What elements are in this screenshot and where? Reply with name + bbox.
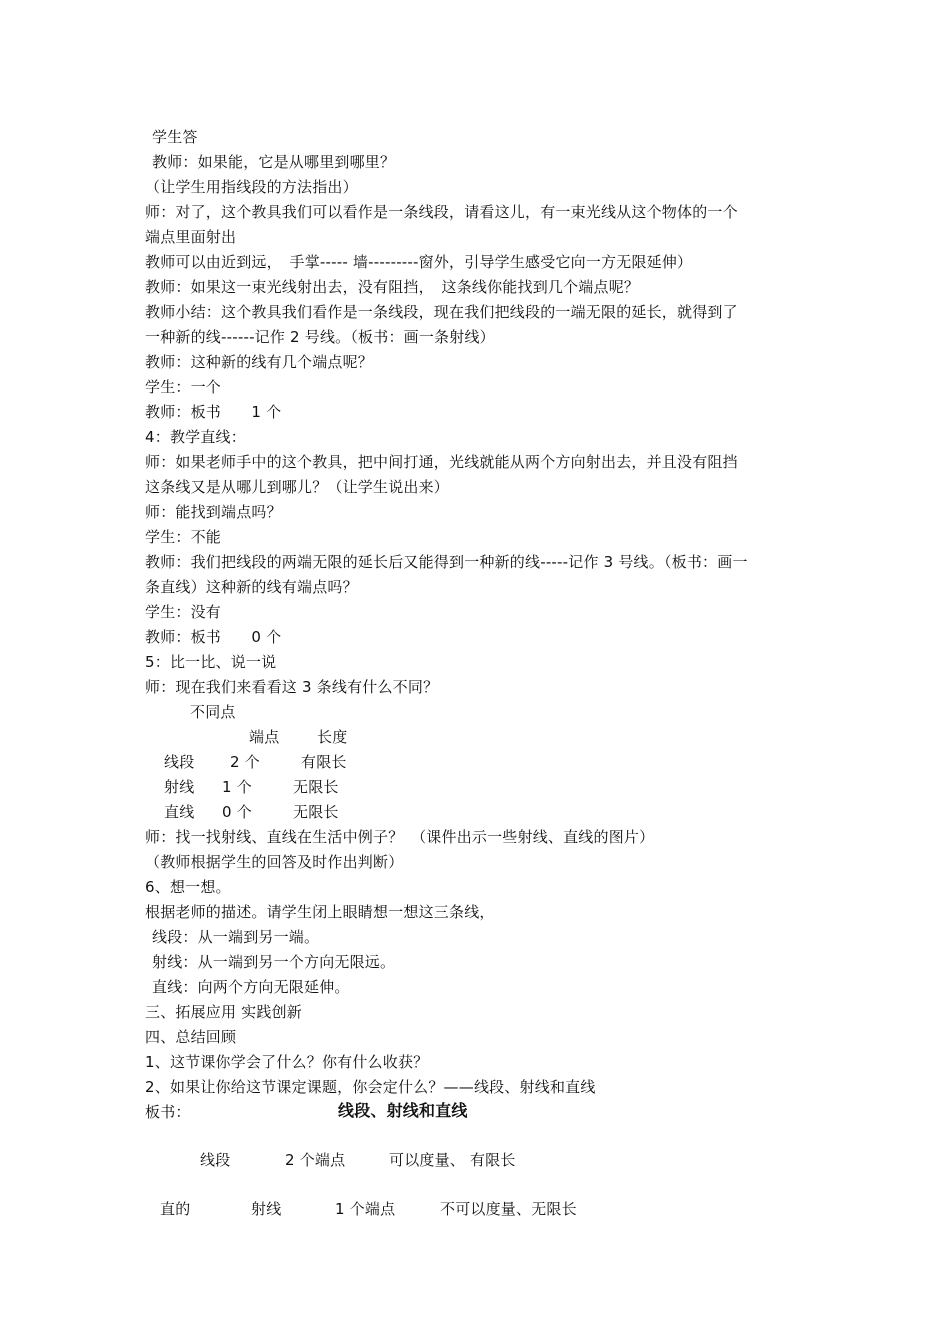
text-line: 直线：向两个方向无限延伸。	[152, 978, 350, 996]
comparison-cell: 无限长	[293, 778, 339, 796]
board-item: 2 个端点	[285, 1151, 346, 1169]
text-line: 4：教学直线：	[145, 428, 246, 446]
board-item: 1 个端点	[335, 1200, 396, 1218]
text-line: 5：比一比、说一说	[145, 653, 277, 671]
text-line: 一种新的线------记作 2 号线。（板书：画一条射线）	[145, 328, 495, 346]
board-item: 射线	[251, 1200, 282, 1218]
text-line: 这条线又是从哪儿到哪儿？（让学生说出来）	[145, 478, 450, 496]
board-label: 板书：	[145, 1103, 191, 1121]
comparison-col-length: 长度	[317, 728, 348, 746]
comparison-cell: 有限长	[301, 753, 347, 771]
text-line: 教师：这种新的线有几个端点呢？	[145, 353, 374, 371]
text-line: 线段：从一端到另一端。	[152, 928, 320, 946]
board-item: 可以度量、 有限长	[389, 1151, 516, 1169]
text-line: 师：对了，这个教具我们可以看作是一条线段，请看这儿，有一束光线从这个物体的一个	[145, 203, 738, 221]
text-line: 师：找一找射线、直线在生活中例子？ （课件出示一些射线、直线的图片）	[145, 828, 655, 846]
board-item: 线段	[200, 1151, 231, 1169]
comparison-cell: 无限长	[293, 803, 339, 821]
text-line: 射线：从一端到另一个方向无限远。	[152, 953, 396, 971]
board-item: 不可以度量、无限长	[440, 1200, 577, 1218]
text-line: 学生：没有	[145, 603, 222, 621]
text-line: 教师：如果这一束光线射出去，没有阻挡， 这条线你能找到几个端点呢？	[145, 278, 640, 296]
text-line: 师：现在我们来看看这 3 条线有什么不同？	[145, 678, 439, 696]
board-item: 直的	[160, 1200, 191, 1218]
text-line: 2、如果让你给这节课定课题，你会定什么？——线段、射线和直线	[145, 1078, 596, 1096]
text-line: 教师小结：这个教具我们看作是一条线段，现在我们把线段的一端无限的延长，就得到了	[145, 303, 738, 321]
text-line: 根据老师的描述。请学生闭上眼睛想一想这三条线，	[145, 903, 495, 921]
comparison-cell: 2 个	[230, 753, 260, 771]
text-line: （教师根据学生的回答及时作出判断）	[145, 853, 404, 871]
text-line: 教师：我们把线段的两端无限的延长后又能得到一种新的线-----记作 3 号线。（板书：画一	[145, 553, 748, 571]
text-line: 学生：不能	[145, 528, 222, 546]
comparison-heading: 不同点	[190, 703, 236, 721]
comparison-row-label: 射线	[164, 778, 195, 796]
text-line: 教师：板书 0 个	[145, 628, 282, 646]
text-line: 教师可以由近到远， 手掌----- 墙---------窗外，引导学生感受它向一方无限延伸）	[145, 253, 693, 271]
text-line: 条直线）这种新的线有端点吗？	[145, 578, 358, 596]
text-line: 四、总结回顾	[145, 1028, 237, 1046]
text-line: 三、拓展应用 实践创新	[145, 1003, 302, 1021]
comparison-row-label: 线段	[164, 753, 195, 771]
text-line: 1、这节课你学会了什么？你有什么收获？	[145, 1053, 429, 1071]
text-line: 教师：板书 1 个	[145, 403, 282, 421]
board-title: 线段、射线和直线	[338, 1101, 468, 1120]
text-line: 学生答	[152, 128, 198, 146]
comparison-cell: 1 个	[222, 778, 252, 796]
comparison-row-label: 直线	[164, 803, 195, 821]
text-line: 师：能找到端点吗？	[145, 503, 282, 521]
comparison-cell: 0 个	[222, 803, 252, 821]
text-line: 端点里面射出	[145, 228, 237, 246]
text-line: （让学生用指线段的方法指出）	[145, 178, 358, 196]
text-line: 师：如果老师手中的这个教具，把中间打通，光线就能从两个方向射出去，并且没有阻挡	[145, 453, 738, 471]
text-line: 6、想一想。	[145, 878, 231, 896]
text-line: 学生：一个	[145, 378, 222, 396]
text-line: 教师：如果能，它是从哪里到哪里？	[152, 153, 396, 171]
comparison-col-endpoints: 端点	[249, 728, 280, 746]
